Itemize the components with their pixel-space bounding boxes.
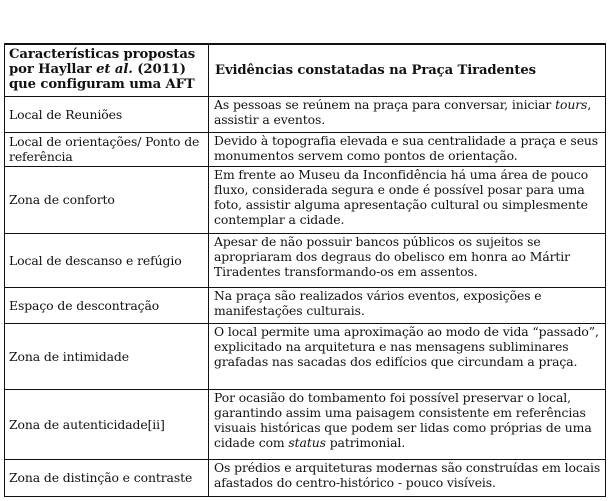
header-col2: Evidências constatadas na Praça Tiradentes (215, 62, 536, 78)
characteristics-table (4, 43, 606, 497)
characteristic-cell (5, 459, 209, 496)
characteristic-text: Zona de intimidade (9, 348, 129, 364)
evidence-cell (209, 389, 606, 459)
evidence-text-post: patrimonial. (325, 434, 406, 450)
characteristic-text: Local de orientações/ Ponto de referência (9, 134, 200, 164)
header-characteristics (5, 44, 209, 96)
evidence-text: Em frente ao Museu da Inconfidência há uma área de pouco fluxo, considerada segura e onde é possível posar para uma foto, assistir alguma apresentação cultural ou simplesmente contemplar a cidade. (214, 166, 589, 227)
evidence-cell (209, 459, 606, 496)
evidence-text-pre: As pessoas se reúnem na praça para conversar, iniciar (214, 96, 556, 112)
characteristic-cell (5, 389, 209, 459)
evidence-cell (209, 233, 606, 287)
header-col1-line3: que configuram uma AFT (9, 77, 195, 92)
evidence-text: Devido à topografia elevada e sua centralidade a praça e seus monumentos servem como pontos de orientação. (214, 132, 599, 163)
evidence-text-em: tours (555, 96, 588, 112)
evidence-text-em: status (288, 434, 326, 450)
table-row (5, 166, 606, 233)
characteristic-text: Espaço de descontração (9, 297, 160, 313)
characteristic-cell (5, 166, 209, 233)
table-row (5, 459, 606, 496)
evidence-cell (209, 166, 606, 233)
characteristic-cell (5, 287, 209, 323)
characteristic-text: Zona de distinção e contraste (9, 470, 193, 485)
evidence-text-post: , assistir a eventos. (214, 96, 592, 127)
header-col1-line1: Características propostas (9, 47, 196, 62)
header-col1-line2-pre: por Hayllar (9, 62, 97, 77)
evidence-text: Na praça são realizados vários eventos, exposições e manifestações culturais. (214, 287, 542, 318)
header-evidences (209, 44, 606, 96)
characteristic-cell (5, 132, 209, 166)
evidence-text-pre: Por ocasião do tombamento foi possível preservar o local, garantindo assim uma paisagem consistente em referências visuais históricas que podem ser lidas como próprias de uma cidade com (214, 389, 592, 450)
characteristic-cell (5, 96, 209, 132)
evidence-text: Os prédios e arquiteturas modernas são construídas em locais afastados do centro-histórico - pouco visíveis. (214, 459, 601, 490)
table-row (5, 96, 606, 132)
characteristic-cell (5, 323, 209, 389)
characteristic-text: Zona de autenticidade[ii] (9, 416, 165, 432)
table-row (5, 132, 606, 166)
header-col1-line2-em: et al. (96, 62, 133, 77)
evidence-cell (209, 132, 606, 166)
characteristic-cell (5, 233, 209, 287)
evidence-text: Apesar de não possuir bancos públicos os sujeitos se apropriaram dos degraus do obelisco em honra ao Mártir Tiradentes transformando-os em assentos. (214, 233, 570, 279)
evidence-text: O local permite uma aproximação ao modo de vida “passado”, explicitado na arquitetura e nas mensagens subliminares grafadas nas sacadas dos edifícios que circundam a praça. (214, 323, 599, 369)
table-row (5, 233, 606, 287)
header-col1-line2-post: (2011) (132, 62, 186, 77)
characteristic-text: Local de descanso e refúgio (9, 252, 182, 268)
table-row (5, 287, 606, 323)
table-header-row (5, 44, 606, 96)
table-row (5, 323, 606, 389)
evidence-cell (209, 287, 606, 323)
characteristics-table-container (4, 43, 605, 497)
evidence-cell (209, 323, 606, 389)
characteristic-text: Zona de conforto (9, 192, 115, 207)
characteristic-text: Local de Reuniões (9, 106, 123, 122)
table-row (5, 389, 606, 459)
evidence-cell (209, 96, 606, 132)
